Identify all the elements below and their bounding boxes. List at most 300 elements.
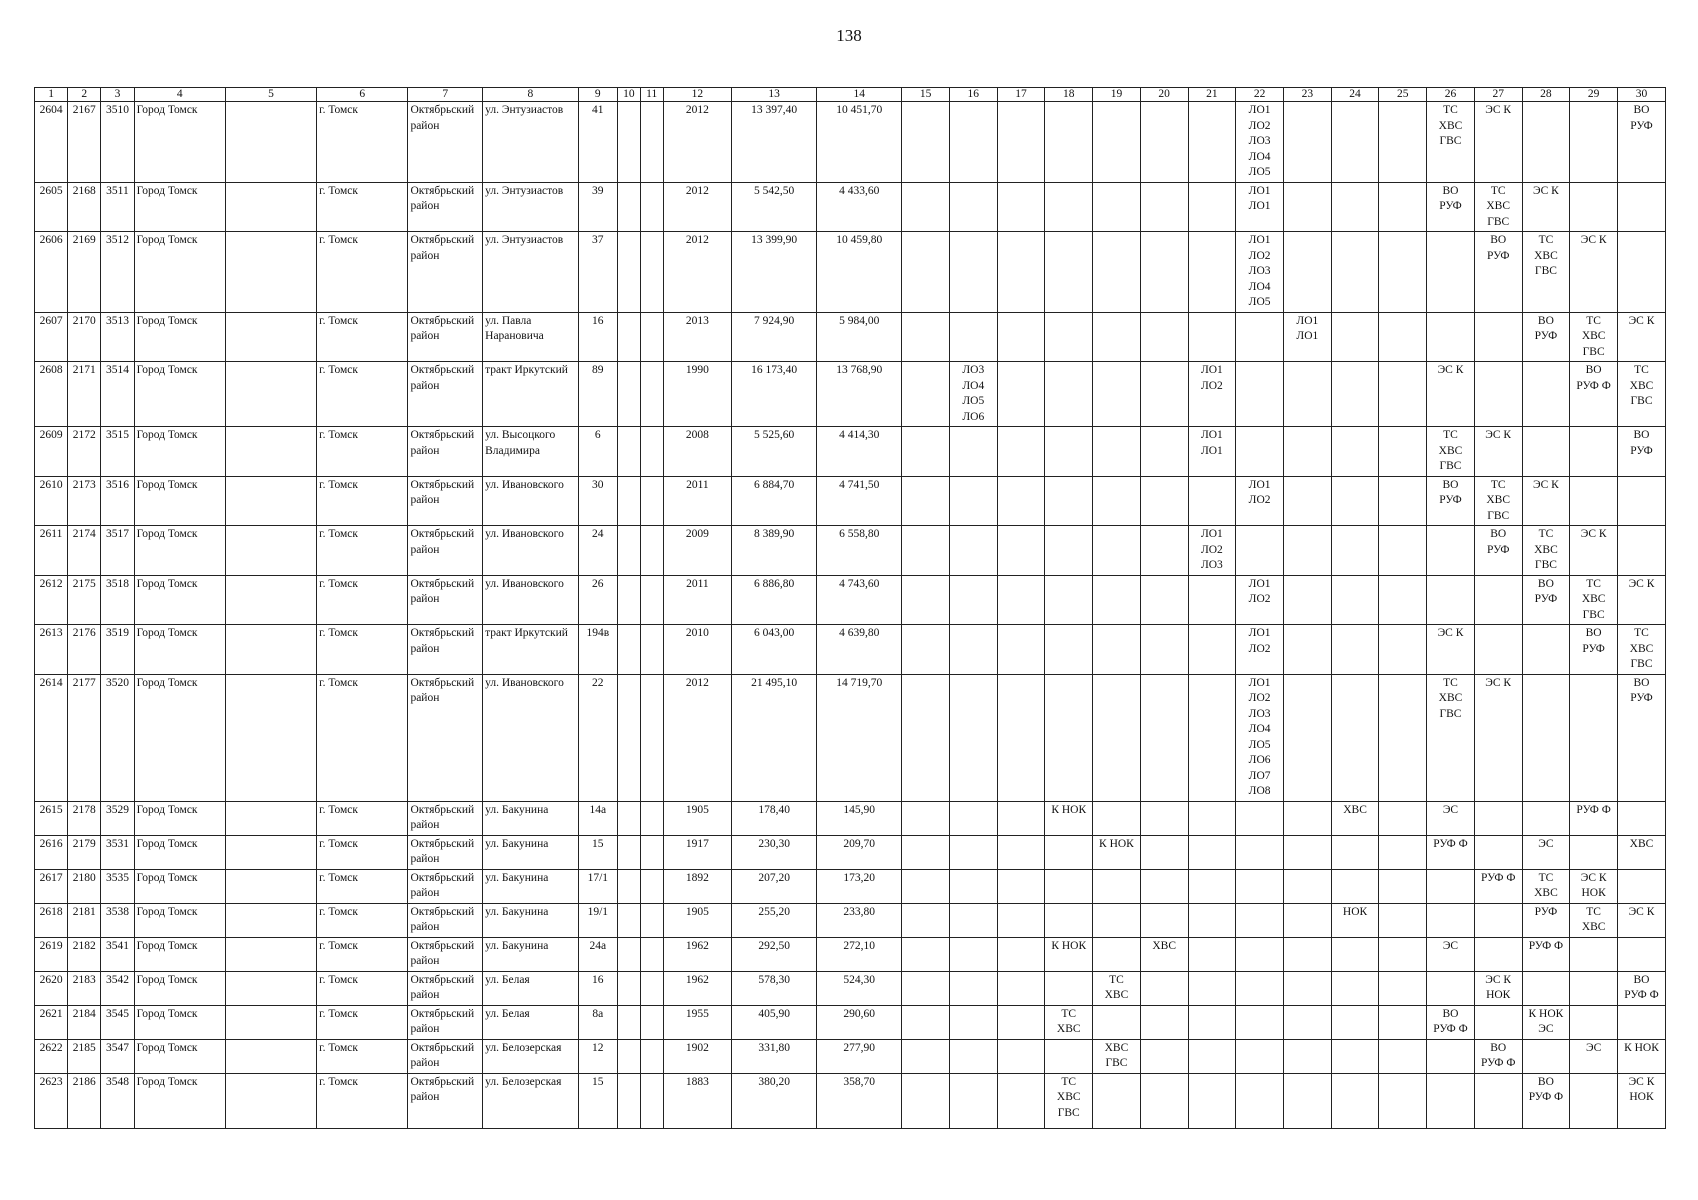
table-cell: ТС ХВС (1045, 1005, 1093, 1039)
table-cell (1093, 575, 1141, 625)
table-cell (1331, 182, 1379, 232)
table-cell: 13 399,90 (732, 232, 817, 313)
table-cell: 173,20 (817, 869, 902, 903)
table-cell (1093, 232, 1141, 313)
table-cell: ул. Бакунина (483, 937, 578, 971)
table-cell: г. Томск (317, 182, 408, 232)
table-cell (640, 835, 663, 869)
table-cell: ТС ХВС ГВС (1474, 182, 1522, 232)
table-cell: г. Томск (317, 1073, 408, 1129)
table-cell: 15 (578, 835, 617, 869)
table-cell (1283, 835, 1331, 869)
table-row (35, 1039, 1666, 1073)
table-cell: 2178 (68, 801, 101, 835)
table-cell (1331, 1073, 1379, 1129)
table-cell: 145,90 (817, 801, 902, 835)
column-header: 13 (732, 88, 817, 102)
column-header: 14 (817, 88, 902, 102)
table-cell (1045, 835, 1093, 869)
table-cell (1093, 869, 1141, 903)
table-cell (1474, 835, 1522, 869)
table-cell (997, 182, 1045, 232)
table-cell (949, 575, 997, 625)
table-cell (618, 1039, 641, 1073)
table-cell: РУФ Ф (1522, 937, 1570, 971)
table-cell (225, 427, 316, 477)
table-cell (1379, 835, 1427, 869)
table-cell: 6 043,00 (732, 625, 817, 675)
table-cell (1188, 835, 1236, 869)
table-cell (1331, 1005, 1379, 1039)
table-cell (1379, 102, 1427, 183)
table-cell: г. Томск (317, 575, 408, 625)
table-cell: 19/1 (578, 903, 617, 937)
table-cell: 4 743,60 (817, 575, 902, 625)
table-cell (618, 869, 641, 903)
table-cell: г. Томск (317, 232, 408, 313)
table-cell (902, 1039, 950, 1073)
table-cell: 1962 (663, 937, 731, 971)
table-row (35, 903, 1666, 937)
table-row (35, 937, 1666, 971)
column-header: 20 (1140, 88, 1188, 102)
table-cell (949, 674, 997, 801)
table-cell (1331, 674, 1379, 801)
table-cell: ТС ХВС ГВС (1427, 427, 1475, 477)
table-cell (1283, 937, 1331, 971)
table-cell (949, 476, 997, 526)
table-cell (1427, 232, 1475, 313)
table-cell (1331, 427, 1379, 477)
table-cell: ул. Энтузиастов (483, 232, 578, 313)
table-cell: ЭС К (1522, 476, 1570, 526)
table-cell (1140, 1039, 1188, 1073)
table-cell: ул. Ивановского (483, 575, 578, 625)
table-cell: 3547 (101, 1039, 134, 1073)
table-cell: Октябрьский район (408, 476, 483, 526)
table-row (35, 575, 1666, 625)
table-cell (1093, 312, 1141, 362)
table-cell: ВО РУФ (1427, 476, 1475, 526)
table-cell: ЭС К (1474, 427, 1522, 477)
table-cell (1379, 971, 1427, 1005)
table-cell: 30 (578, 476, 617, 526)
table-cell (902, 1073, 950, 1129)
table-cell (1283, 102, 1331, 183)
table-cell (902, 182, 950, 232)
table-cell (225, 476, 316, 526)
table-cell: ХВС (1140, 937, 1188, 971)
table-cell (1618, 476, 1666, 526)
housing-register-table (34, 87, 1666, 1129)
table-cell: ЛО1 ЛО1 (1283, 312, 1331, 362)
table-cell (1618, 182, 1666, 232)
table-cell: 4 433,60 (817, 182, 902, 232)
table-cell (902, 427, 950, 477)
table-cell: Город Томск (134, 526, 225, 576)
table-cell: 2606 (35, 232, 68, 313)
column-header: 10 (618, 88, 641, 102)
table-cell: 5 542,50 (732, 182, 817, 232)
table-cell: 3541 (101, 937, 134, 971)
table-cell: ВО РУФ Ф (1474, 1039, 1522, 1073)
table-cell: 3529 (101, 801, 134, 835)
table-cell (1522, 625, 1570, 675)
table-cell (902, 869, 950, 903)
table-cell: г. Томск (317, 1039, 408, 1073)
table-cell: 3510 (101, 102, 134, 183)
table-cell (1283, 362, 1331, 427)
column-header: 15 (902, 88, 950, 102)
column-header: 29 (1570, 88, 1618, 102)
table-cell: 3548 (101, 1073, 134, 1129)
table-cell (1093, 362, 1141, 427)
table-cell (997, 903, 1045, 937)
header-row (35, 88, 1666, 102)
table-cell: 89 (578, 362, 617, 427)
table-cell: К НОК (1045, 801, 1093, 835)
table-cell (1140, 801, 1188, 835)
table-cell (1522, 102, 1570, 183)
table-cell (1236, 801, 1284, 835)
table-cell (949, 102, 997, 183)
table-cell (1093, 625, 1141, 675)
table-cell: Октябрьский район (408, 937, 483, 971)
table-cell (640, 801, 663, 835)
table-cell (1045, 575, 1093, 625)
table-cell (1427, 312, 1475, 362)
table-cell: Октябрьский район (408, 869, 483, 903)
table-cell: 16 (578, 971, 617, 1005)
table-cell (1570, 835, 1618, 869)
column-header: 16 (949, 88, 997, 102)
table-cell: 26 (578, 575, 617, 625)
table-cell: Октябрьский район (408, 362, 483, 427)
table-cell (640, 869, 663, 903)
table-cell (618, 312, 641, 362)
table-cell: 17/1 (578, 869, 617, 903)
table-cell (1188, 575, 1236, 625)
table-cell: 2608 (35, 362, 68, 427)
table-cell (1188, 869, 1236, 903)
table-cell (1283, 801, 1331, 835)
table-cell: 2171 (68, 362, 101, 427)
table-cell: Октябрьский район (408, 182, 483, 232)
table-cell: 2181 (68, 903, 101, 937)
table-cell (1427, 575, 1475, 625)
table-cell (1474, 1005, 1522, 1039)
table-cell (949, 869, 997, 903)
table-cell (1236, 526, 1284, 576)
table-cell: 2607 (35, 312, 68, 362)
table-cell (1140, 1005, 1188, 1039)
table-cell (1283, 232, 1331, 313)
table-cell (1379, 1039, 1427, 1073)
table-cell (1331, 937, 1379, 971)
table-cell (1188, 1073, 1236, 1129)
table-cell (902, 903, 950, 937)
table-cell (1140, 625, 1188, 675)
table-cell (902, 102, 950, 183)
table-cell (1331, 312, 1379, 362)
table-cell: Город Томск (134, 937, 225, 971)
table-row (35, 625, 1666, 675)
table-cell: 3545 (101, 1005, 134, 1039)
table-cell: 14 719,70 (817, 674, 902, 801)
table-cell: ЭС (1570, 1039, 1618, 1073)
table-cell (1474, 1073, 1522, 1129)
table-cell: 2186 (68, 1073, 101, 1129)
table-cell (1379, 312, 1427, 362)
table-cell (640, 575, 663, 625)
table-cell: 2011 (663, 476, 731, 526)
table-cell: ЭС К (1618, 903, 1666, 937)
table-cell (1379, 1005, 1427, 1039)
table-cell: 24а (578, 937, 617, 971)
table-cell (902, 362, 950, 427)
table-cell: ВО РУФ (1618, 427, 1666, 477)
table-cell (1093, 476, 1141, 526)
table-cell: г. Томск (317, 1005, 408, 1039)
table-cell: ВО РУФ Ф (1570, 362, 1618, 427)
table-cell: 3519 (101, 625, 134, 675)
table-cell (640, 102, 663, 183)
table-cell: тракт Иркутский (483, 625, 578, 675)
table-cell: 2011 (663, 575, 731, 625)
table-cell (640, 903, 663, 937)
table-cell (1331, 575, 1379, 625)
table-cell: Октябрьский район (408, 625, 483, 675)
table-cell (997, 869, 1045, 903)
table-cell (949, 526, 997, 576)
table-cell (1093, 937, 1141, 971)
table-cell (640, 1005, 663, 1039)
table-cell: ВО РУФ Ф (1427, 1005, 1475, 1039)
table-cell: 39 (578, 182, 617, 232)
column-header: 18 (1045, 88, 1093, 102)
table-cell: ВО РУФ Ф (1522, 1073, 1570, 1129)
table-cell (902, 835, 950, 869)
table-cell: Октябрьский район (408, 575, 483, 625)
table-cell: 2620 (35, 971, 68, 1005)
table-cell (1140, 903, 1188, 937)
table-row (35, 801, 1666, 835)
table-cell: ЭС К (1570, 232, 1618, 313)
table-cell (1093, 102, 1141, 183)
table-cell (949, 232, 997, 313)
column-header: 23 (1283, 88, 1331, 102)
table-cell (225, 625, 316, 675)
table-row (35, 102, 1666, 183)
table-cell: Октябрьский район (408, 526, 483, 576)
table-cell (640, 971, 663, 1005)
table-cell (1140, 575, 1188, 625)
table-cell (618, 1073, 641, 1129)
table-row (35, 971, 1666, 1005)
table-cell: К НОК (1618, 1039, 1666, 1073)
table-cell (225, 102, 316, 183)
table-cell: 1962 (663, 971, 731, 1005)
table-cell (225, 869, 316, 903)
table-cell: 230,30 (732, 835, 817, 869)
table-cell: 15 (578, 1073, 617, 1129)
table-cell (1045, 674, 1093, 801)
column-header: 7 (408, 88, 483, 102)
table-cell: г. Томск (317, 362, 408, 427)
table-cell (640, 312, 663, 362)
table-cell: 2176 (68, 625, 101, 675)
table-cell: К НОК (1093, 835, 1141, 869)
table-cell (225, 232, 316, 313)
table-cell: г. Томск (317, 476, 408, 526)
table-cell: ТС ХВС ГВС (1522, 232, 1570, 313)
table-cell (1093, 801, 1141, 835)
table-cell (1618, 869, 1666, 903)
table-cell: Октябрьский район (408, 971, 483, 1005)
table-cell (1140, 674, 1188, 801)
table-cell: 8 389,90 (732, 526, 817, 576)
table-cell (949, 801, 997, 835)
table-cell (1093, 903, 1141, 937)
table-cell: ул. Высоцкого Владимира (483, 427, 578, 477)
table-cell: 2012 (663, 674, 731, 801)
table-cell (640, 232, 663, 313)
table-cell: ТС ХВС ГВС (1474, 476, 1522, 526)
table-cell (618, 903, 641, 937)
table-cell: 2010 (663, 625, 731, 675)
table-cell (997, 971, 1045, 1005)
table-cell: Город Томск (134, 801, 225, 835)
table-cell (1093, 1073, 1141, 1129)
table-cell (640, 526, 663, 576)
table-cell: Октябрьский район (408, 1005, 483, 1039)
table-cell: РУФ (1522, 903, 1570, 937)
table-cell: ТС ХВС ГВС (1522, 526, 1570, 576)
table-cell (1570, 1073, 1618, 1129)
table-cell (1474, 312, 1522, 362)
table-cell: 1955 (663, 1005, 731, 1039)
table-cell (1283, 903, 1331, 937)
table-cell (1522, 801, 1570, 835)
table-cell: ВО РУФ (1474, 526, 1522, 576)
table-cell: ЭС (1522, 835, 1570, 869)
table-cell: 1883 (663, 1073, 731, 1129)
table-cell: ВО РУФ (1618, 674, 1666, 801)
table-cell (902, 937, 950, 971)
table-cell: г. Томск (317, 312, 408, 362)
table-cell: 2185 (68, 1039, 101, 1073)
table-cell (949, 937, 997, 971)
table-cell: 578,30 (732, 971, 817, 1005)
table-cell (1045, 232, 1093, 313)
table-cell: 2610 (35, 476, 68, 526)
table-cell (640, 1039, 663, 1073)
table-cell (1283, 625, 1331, 675)
table-cell (1379, 801, 1427, 835)
table-cell (618, 937, 641, 971)
table-cell: 8а (578, 1005, 617, 1039)
table-cell (1427, 869, 1475, 903)
table-cell: ТС ХВС ГВС (1570, 575, 1618, 625)
table-cell (1188, 312, 1236, 362)
table-cell: 4 741,50 (817, 476, 902, 526)
table-cell: 5 525,60 (732, 427, 817, 477)
table-cell (1570, 1005, 1618, 1039)
table-cell (1140, 971, 1188, 1005)
table-cell (997, 232, 1045, 313)
table-cell (1283, 182, 1331, 232)
table-cell (618, 625, 641, 675)
table-cell: Город Томск (134, 674, 225, 801)
table-cell (1570, 102, 1618, 183)
table-cell: ул. Павла Нарановича (483, 312, 578, 362)
column-header: 5 (225, 88, 316, 102)
table-cell: г. Томск (317, 937, 408, 971)
table-cell: ТС ХВС ГВС (1618, 625, 1666, 675)
table-cell: 2177 (68, 674, 101, 801)
table-cell: ВО РУФ (1522, 575, 1570, 625)
table-cell (1283, 526, 1331, 576)
table-cell: 1905 (663, 903, 731, 937)
table-cell (1188, 232, 1236, 313)
table-row (35, 476, 1666, 526)
table-cell (1474, 362, 1522, 427)
table-cell (1283, 476, 1331, 526)
table-cell (1045, 1039, 1093, 1073)
table-cell (902, 232, 950, 313)
table-cell: Город Томск (134, 869, 225, 903)
table-cell: 194в (578, 625, 617, 675)
table-cell: 292,50 (732, 937, 817, 971)
table-cell (1570, 674, 1618, 801)
table-cell: 2617 (35, 869, 68, 903)
table-cell: Октябрьский район (408, 312, 483, 362)
table-cell (1140, 232, 1188, 313)
table-cell (902, 1005, 950, 1039)
table-cell (1093, 674, 1141, 801)
column-header: 28 (1522, 88, 1570, 102)
table-cell (1474, 903, 1522, 937)
column-header: 26 (1427, 88, 1475, 102)
table-cell (1570, 427, 1618, 477)
table-cell (1283, 674, 1331, 801)
table-cell (618, 427, 641, 477)
table-cell (225, 674, 316, 801)
table-cell (1427, 1039, 1475, 1073)
column-header: 24 (1331, 88, 1379, 102)
table-cell (1045, 903, 1093, 937)
table-cell (640, 937, 663, 971)
table-cell: ул. Белая (483, 1005, 578, 1039)
table-cell (1618, 801, 1666, 835)
table-row (35, 835, 1666, 869)
table-cell: 3542 (101, 971, 134, 1005)
table-cell: 233,80 (817, 903, 902, 937)
table-cell: ЭС К (1570, 526, 1618, 576)
table-cell (1331, 1039, 1379, 1073)
table-cell (1331, 362, 1379, 427)
table-cell (1283, 575, 1331, 625)
table-cell: ВО РУФ Ф (1618, 971, 1666, 1005)
table-cell (618, 362, 641, 427)
table-cell: ул. Бакунина (483, 835, 578, 869)
table-cell (1236, 971, 1284, 1005)
table-cell (1427, 903, 1475, 937)
table-cell (225, 575, 316, 625)
table-cell (997, 362, 1045, 427)
table-cell: ЭС К (1522, 182, 1570, 232)
table-cell (618, 971, 641, 1005)
